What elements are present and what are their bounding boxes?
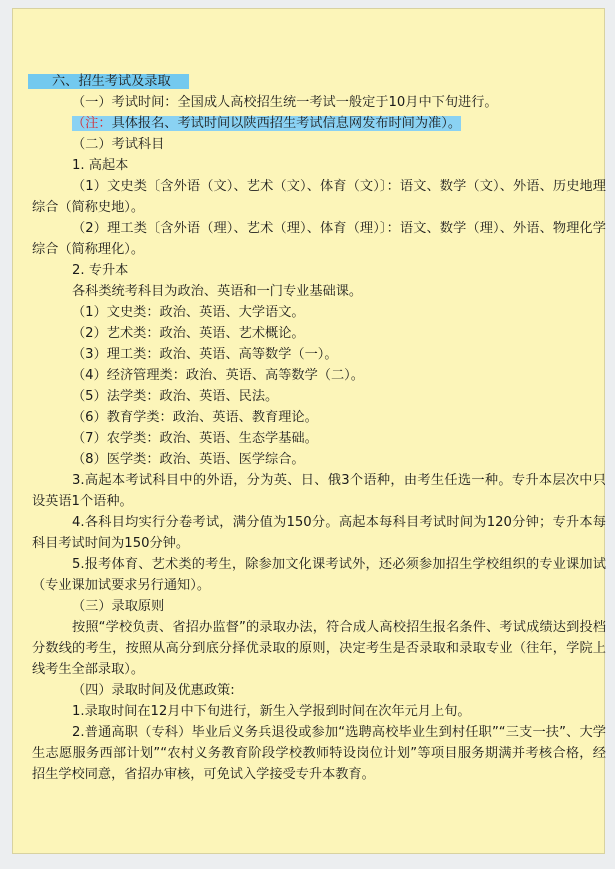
subjects-title: （二）考试科目 (72, 137, 165, 152)
section-title: 六、招生考试及录取 (32, 71, 606, 92)
gaoqiben-title: 1. 高起本 (72, 158, 129, 173)
gaoqiben-li: （2）理工类〔含外语（理）、艺术（理）、体育（理）〕：语文、数学（理）、外语、物理化学综合（简称理化）。 (32, 221, 606, 257)
list-item: （6）教育学类：政治、英语、教育理论。 (72, 410, 318, 425)
document-page (12, 8, 605, 854)
list-item: （8）医学类：政治、英语、医学综合。 (72, 452, 305, 467)
policy-title: （四）录取时间及优惠政策: (72, 683, 235, 698)
zhuanshengben-title: 2. 专升本 (72, 263, 129, 278)
point-5: 5.报考体育、艺术类的考生，除参加文化课考试外，还必须参加招生学校组织的专业课加试（专业课加试要求另行通知）。 (32, 557, 606, 593)
point-4: 4.各科目均实行分卷考试，满分值为150分。高起本每科目考试时间为120分钟；专升本每科目考试时间为150分钟。 (32, 515, 606, 551)
list-item: （5）法学类：政治、英语、民法。 (72, 389, 279, 404)
gaoqiben-wen: （1）文史类〔含外语（文）、艺术（文）、体育（文）〕：语文、数学（文）、外语、历史地理综合（简称史地）。 (32, 179, 606, 215)
policy-2: 2.普通高职（专科）毕业后义务兵退役或参加“选聘高校毕业生到村任职”“三支一扶”、大学生志愿服务西部计划”“农村义务教育阶段学校教师特设岗位计划”等项目服务期满并考核合格，经招生学校同意，省招办审核，可免试入学接受专升本教育。 (32, 725, 606, 782)
exam-time: （一）考试时间：全国成人高校招生统一考试一般定于10月中下旬进行。 (72, 95, 498, 110)
list-item: （7）农学类：政治、英语、生态学基础。 (72, 431, 318, 446)
note-prefix: （注： (72, 116, 112, 131)
note-line (32, 113, 606, 134)
admission-title: （三）录取原则 (72, 599, 165, 614)
admission-body: 按照“学校负责、省招办监督”的录取办法，符合成人高校招生报名条件、考试成绩达到投档分数线的考生，按照从高分到底分择优录取的原则，决定考生是否录取和录取专业（往年，学院上线考生全部录取）。 (32, 620, 606, 677)
list-item: （2）艺术类：政治、英语、艺术概论。 (72, 326, 305, 341)
document-content (32, 71, 606, 785)
zhuanshengben-intro: 各科类统考科目为政治、英语和一门专业基础课。 (72, 284, 363, 299)
list-item: （1）文史类：政治、英语、大学语文。 (72, 305, 305, 320)
list-item: （3）理工类：政治、英语、高等数学（一）。 (72, 347, 338, 362)
point-3: 3.高起本考试科目中的外语，分为英、日、俄3个语种，由考生任选一种。专升本层次中只设英语1个语种。 (32, 473, 606, 509)
policy-1: 1.录取时间在12月中下旬进行，新生入学报到时间在次年元月上旬。 (72, 704, 471, 719)
note-body: 具体报名、考试时间以陕西招生考试信息网发布时间为准）。 (111, 116, 462, 131)
list-item: （4）经济管理类：政治、英语、高等数学（二）。 (72, 368, 364, 383)
